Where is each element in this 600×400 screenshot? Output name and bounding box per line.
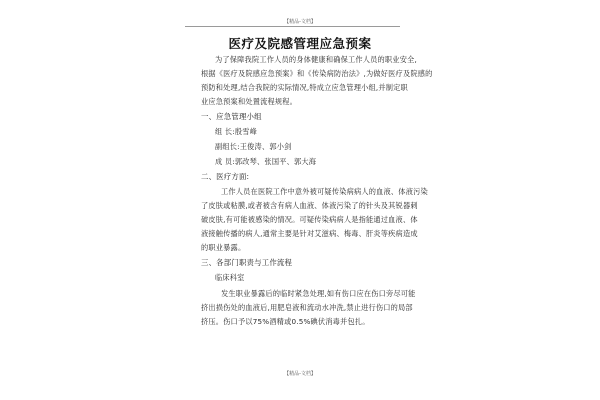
intro-line-2: 根据《医疗及院感应急预案》和《传染病防治法》,为做好医疗及院感的 (201, 69, 433, 78)
section-1-members: 成 员:郭改琴、张国平、郭大海 (215, 157, 317, 166)
section-2-line-4: 液接触传播的病人,通常主要是针对艾滋病、梅毒、肝炎等疾病造成 (201, 229, 418, 238)
intro-line-4: 业应急预案和处置流程规程。 (201, 97, 298, 106)
section-2-line-1: 工作人员在医院工作中意外被可疑传染病病人的血液、体液污染 (221, 187, 428, 196)
section-3-heading: 三、各部门职责与工作流程 (201, 258, 293, 267)
section-1-leader: 组 长:殷雪峰 (215, 127, 258, 136)
section-2-line-3: 破皮肤,有可能被感染的情况。可疑传染病病人是指能通过血液、体 (201, 215, 418, 224)
section-3-line-2: 挤出损伤处的血液后,用肥皂液和流动水冲洗,禁止进行伤口的局部 (201, 303, 413, 312)
intro-line-1: 为了保障我院工作人员的身体健康和确保工作人员的职业安全, (215, 55, 417, 64)
header-watermark: 【精品-文档】 (284, 19, 316, 25)
section-3-subheading: 临床科室 (215, 273, 245, 282)
section-2-line-2: 了皮肤或粘膜,或者被含有病人血液、体液污染了的针头及其锐器刺 (201, 201, 418, 210)
section-2-heading: 二、医疗方面: (201, 172, 250, 181)
section-1-heading: 一、应急管理小组 (201, 112, 262, 121)
section-1-deputy: 副组长:王俊涛、郭小剑 (215, 142, 292, 151)
document-title: 医疗及院感管理应急预案 (228, 36, 372, 51)
section-3-line-1: 发生职业暴露后的临时紧急处理,如有伤口应在伤口旁尽可能 (221, 289, 416, 298)
section-2-line-5: 的职业暴露。 (201, 243, 246, 252)
intro-line-3: 预防和处理,结合我院的实际情况,特成立应急管理小组,并制定职 (201, 83, 408, 92)
footer-watermark: 【精品-文档】 (284, 371, 316, 377)
section-3-line-3: 挤压。伤口予以75%酒精或0.5%碘伏消毒并包扎。 (201, 317, 370, 326)
